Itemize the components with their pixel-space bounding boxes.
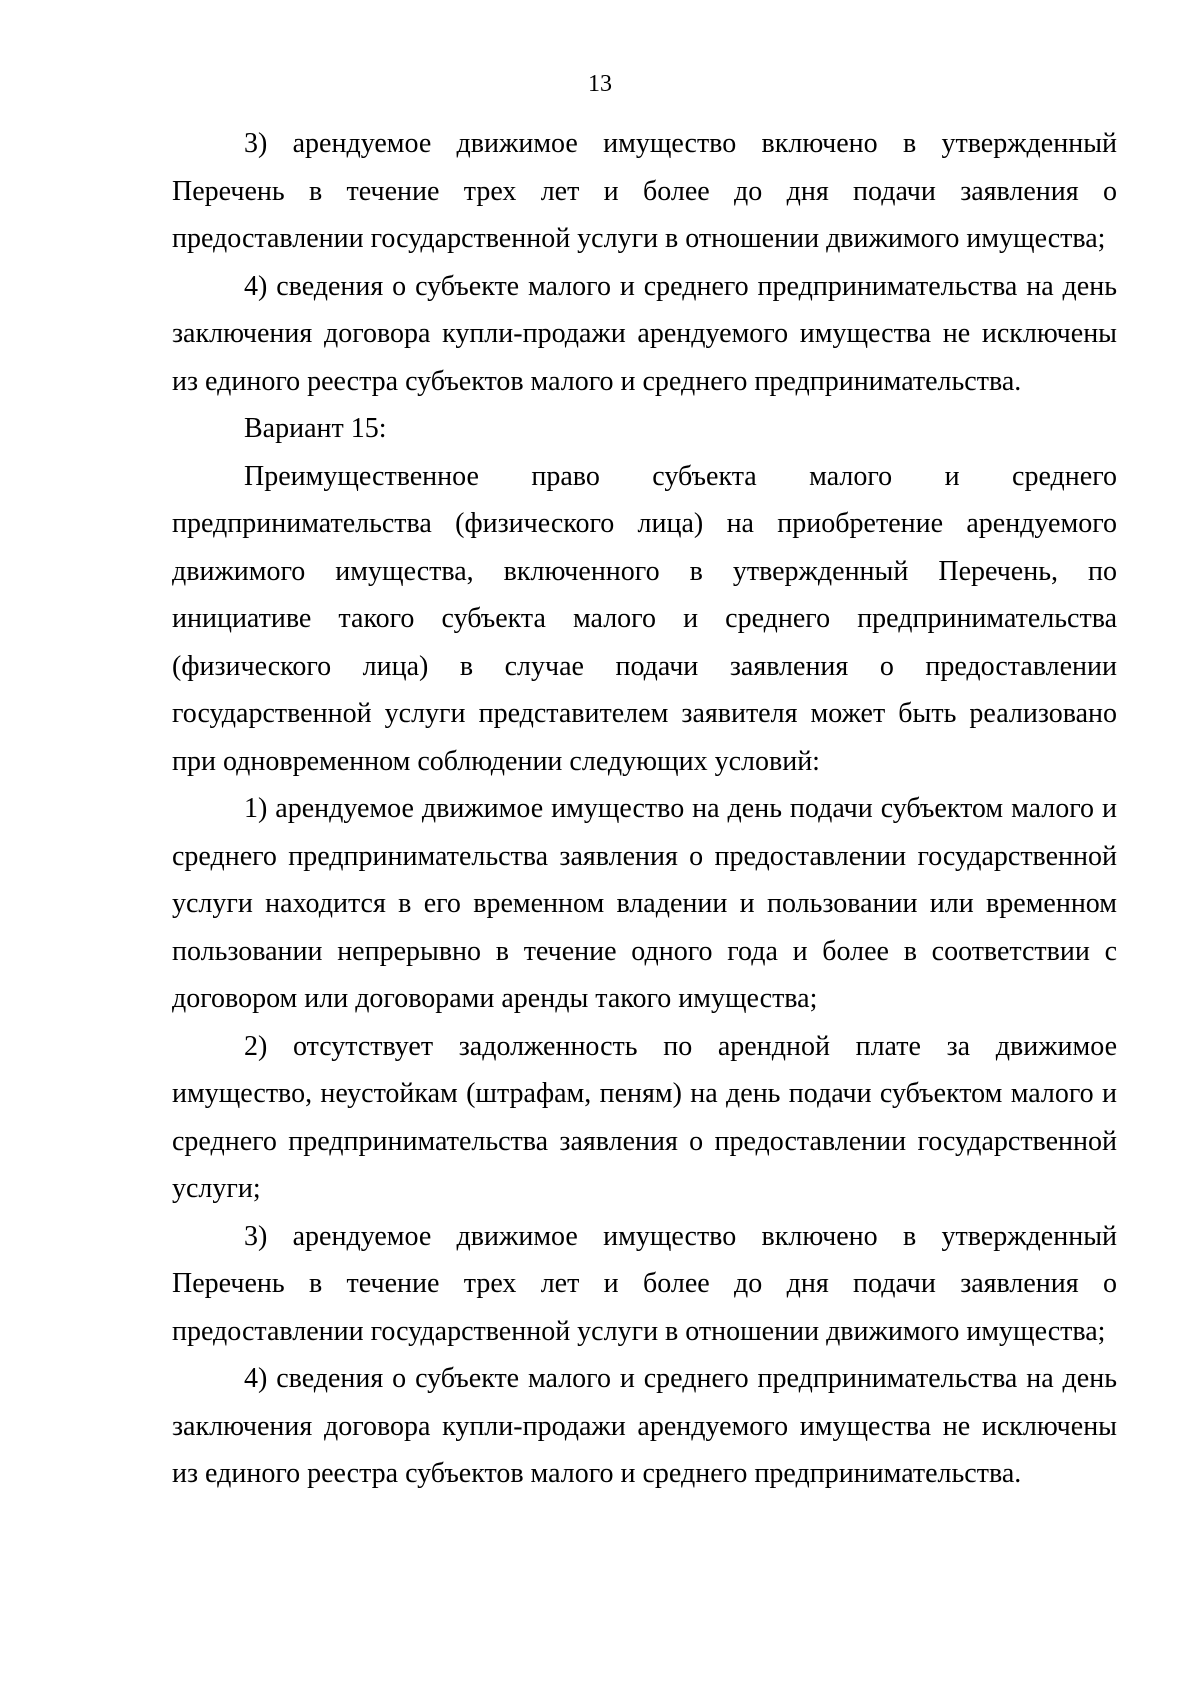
paragraph-condition-3: 3) арендуемое движимое имущество включено в утвержденный Перечень в течение трех лет и более до дня подачи заявления о предоставлении государственной услуги в отношении движимого имущества;: [172, 1220, 1117, 1347]
paragraph-item-3-top: 3) арендуемое движимое имущество включено в утвержденный Перечень в течение трех лет и более до дня подачи заявления о предоставлении государственной услуги в отношении движимого имущества;: [172, 128, 1117, 254]
paragraph-condition-1: 1) арендуемое движимое имущество на день подачи субъектом малого и среднего предпринимательства заявления о предоставлении государственной услуги находится в его временном владении и пользовании или временном пользовании непрерывно в течение одного года и более в соответствии с договором или договорами аренды такого имущества;: [172, 793, 1117, 1014]
paragraph-variant-intro: Преимущественное право субъекта малого и среднего предпринимательства (физического лица) на приобретение арендуемого движимого имущества, включенного в утвержденный Перечень, по инициативе такого субъекта малого и среднего предпринимательства (физического лица) в случае подачи заявления о предоставлении государственной услуги представителем заявителя может быть реализовано при одновременном соблюдении следующих условий:: [172, 460, 1117, 777]
page-number: 13: [588, 71, 612, 97]
variant-heading: Вариант 15:: [244, 413, 387, 444]
paragraph-item-4-top: 4) сведения о субъекте малого и среднего предпринимательства на день заключения договора купли-продажи арендуемого имущества не исключены из единого реестра субъектов малого и среднего предпринимательства.: [172, 270, 1117, 397]
paragraph-condition-2: 2) отсутствует задолженность по арендной плате за движимое имущество, неустойкам (штрафам, пеням) на день подачи субъектом малого и среднего предпринимательства заявления о предоставлении государственной услуги;: [172, 1030, 1117, 1204]
document-body: [172, 120, 1117, 1498]
paragraph-condition-4: 4) сведения о субъекте малого и среднего предпринимательства на день заключения договора купли-продажи арендуемого имущества не исключены из единого реестра субъектов малого и среднего предпринимательства.: [172, 1363, 1117, 1489]
